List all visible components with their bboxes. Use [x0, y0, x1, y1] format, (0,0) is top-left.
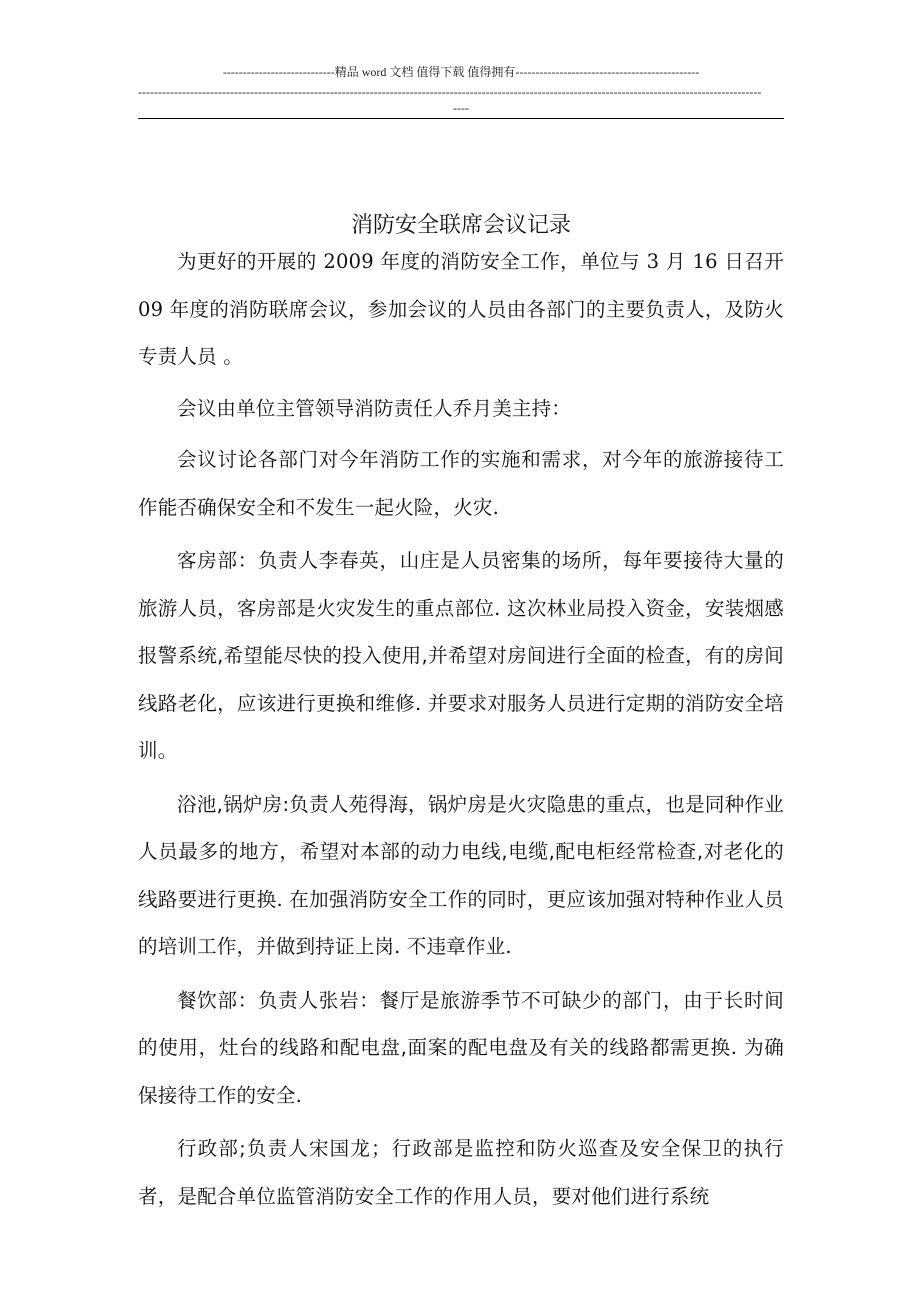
header-dash-line: ------------------------------------------------------------------------------------------------------------------------------------------------------------	[138, 85, 762, 99]
page-header	[138, 64, 784, 116]
intro-paragraph: 为更好的开展的 2009 年度的消防安全工作，单位与 3 月 16 日召开 09 年度的消防联席会议，参加会议的人员由各部门的主要负责人，及防火专责人员 。	[138, 250, 784, 368]
section-guest-rooms	[138, 537, 784, 775]
dept-name: 浴池,锅炉房:	[177, 792, 290, 816]
document-title: 消防安全联席会议记录	[350, 212, 571, 238]
section-text: 负责人苑得海，锅炉房是火灾隐患的重点，也是同种作业人员最多的地方，	[138, 792, 784, 863]
section-text-cont: . 为确保接待工作的安全.	[138, 1036, 784, 1107]
section-text-cont: 并希望对房间进行全面的检查，有的房间线路老化，应该进行更换和维修. 并要求对服务人员进行定期的消防安全培训。	[138, 644, 784, 762]
section-text: 负责人宋国龙；行政部是监控和防火巡查及安全保卫的执行者，是配合单位监管消防安全工作的作用人员，要对他们进行系统	[138, 1137, 785, 1208]
header-dash-tail: ----	[453, 101, 469, 115]
document-body	[138, 238, 784, 1226]
section-text-cont: . 在加强消防安全工作的同时，更应该加强对特种作业人员的培训工作，并做到持证上岗. 不违章作业.	[138, 887, 784, 958]
dept-name: 餐饮部	[177, 988, 238, 1012]
section-emphasis: 烟感报警系统,希望能尽快的投入使用,	[138, 596, 784, 667]
section-text: ：负责人张岩：餐厅是旅游季节不可缺少的部门，由于长时间的使用，	[138, 988, 784, 1059]
section-catering	[138, 977, 784, 1120]
header-watermark-line: ----------------------------精品 word 文档 值得下载 值得拥有----------------------------------------------	[222, 65, 700, 79]
section-text: ：负责人李春英，山庄是人员密集的场所，每年要接待大量的旅游人员，客房部是火灾发生的重点部位. 这次林业局投入资金，安装	[138, 549, 784, 620]
dept-name: 行政部;	[177, 1137, 246, 1160]
section-emphasis: 希望对本部的动力电线,电缆,配电柜经常检查,对老化的线路要进行更换	[138, 840, 785, 911]
topic-paragraph: 会议讨论各部门对今年消防工作的实施和需求，对今年的旅游接待工作能否确保安全和不发生一起火险，火灾.	[138, 448, 784, 519]
section-administration	[138, 1125, 784, 1220]
section-emphasis: 灶台的线路和配电盘,面案的配电盘及有关的线路都需更换	[218, 1036, 731, 1059]
dept-name: 客房部	[177, 549, 238, 572]
header-rule	[138, 118, 784, 119]
section-boiler-room	[138, 781, 784, 971]
host-paragraph: 会议由单位主管领导消防责任人乔月美主持：	[177, 396, 572, 420]
